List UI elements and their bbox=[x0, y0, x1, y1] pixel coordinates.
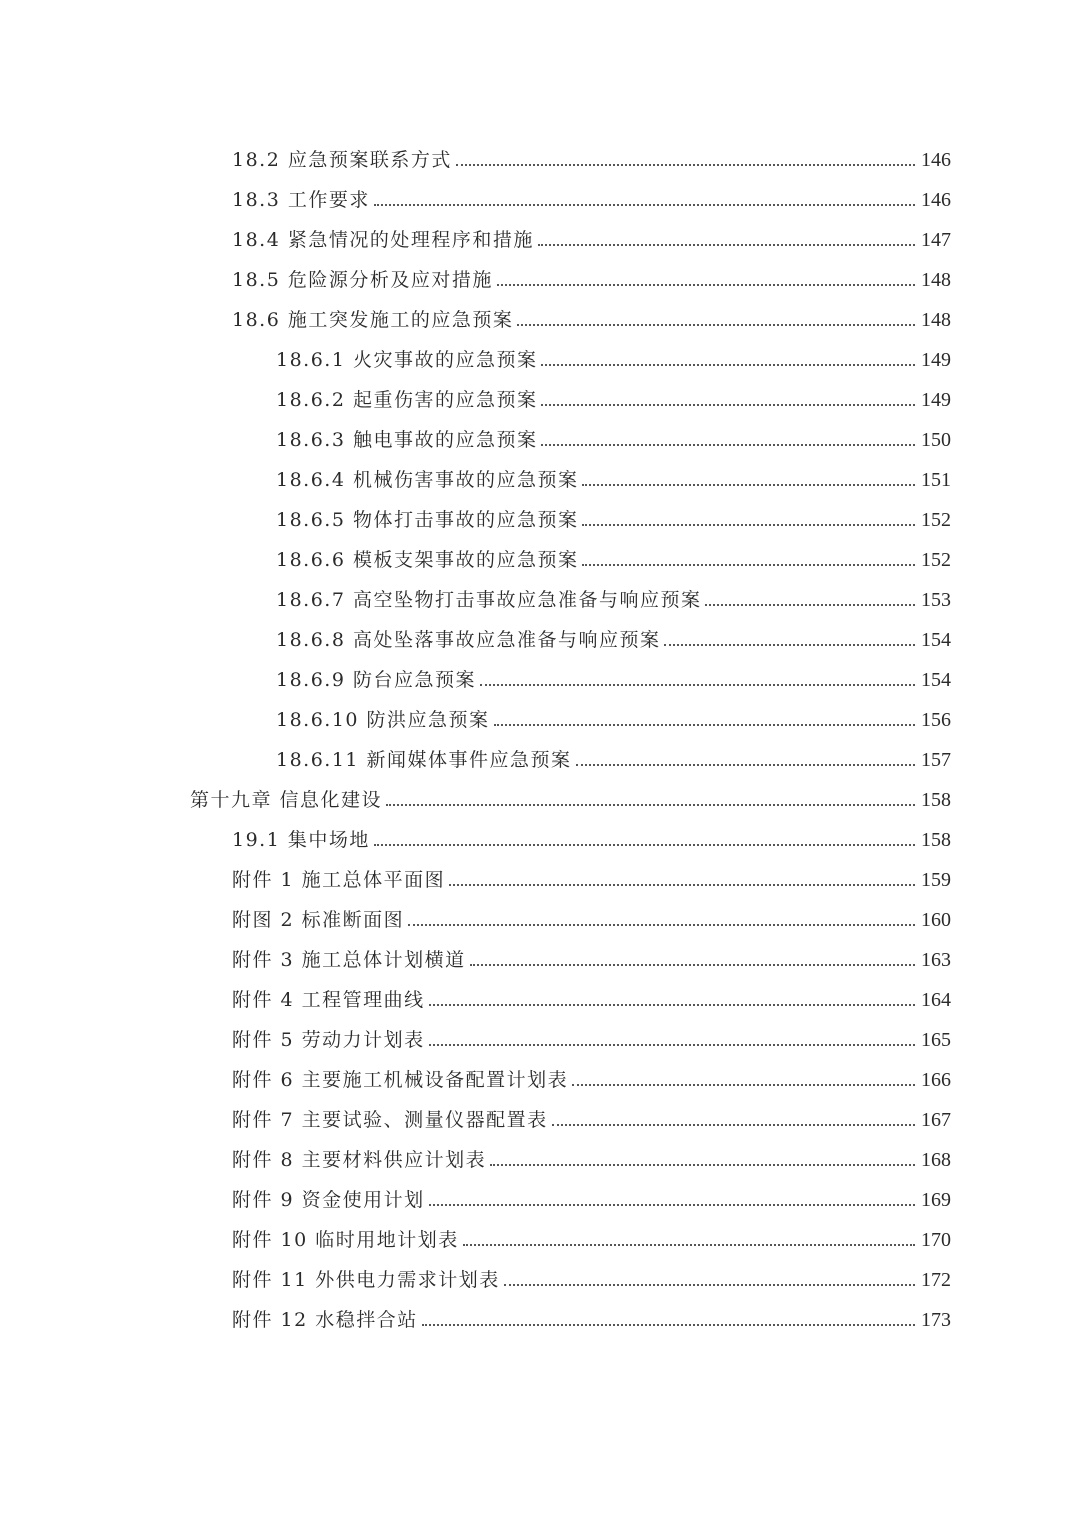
toc-entry-title: 18.6 施工突发施工的应急预案 bbox=[232, 309, 514, 331]
toc-entry-title: 18.6.11 新闻媒体事件应急预案 bbox=[276, 749, 572, 771]
dot-leader bbox=[582, 524, 915, 526]
toc-entry-title: 附件 7 主要试验、测量仪器配置表 bbox=[232, 1109, 548, 1131]
toc-entry-page-number: 151 bbox=[921, 469, 951, 491]
dot-leader bbox=[463, 1244, 915, 1246]
toc-entry[interactable] bbox=[0, 453, 1080, 493]
toc-entry-title: 18.6.6 模板支架事故的应急预案 bbox=[276, 549, 579, 571]
toc-entry-page-number: 150 bbox=[921, 429, 951, 451]
toc-entry-title: 附图 2 标准断面图 bbox=[232, 909, 405, 931]
toc-entry-page-number: 149 bbox=[921, 389, 951, 411]
toc-entry-title: 18.6.4 机械伤害事故的应急预案 bbox=[276, 469, 579, 491]
toc-entry[interactable] bbox=[0, 1093, 1080, 1133]
toc-entry[interactable] bbox=[0, 333, 1080, 373]
toc-entry-title: 附件 12 水稳拌合站 bbox=[232, 1309, 418, 1331]
dot-leader bbox=[576, 764, 915, 766]
toc-entry[interactable] bbox=[0, 573, 1080, 613]
toc-entry[interactable] bbox=[0, 853, 1080, 893]
toc-entry-page-number: 168 bbox=[921, 1149, 951, 1171]
toc-entry-title: 第十九章 信息化建设 bbox=[190, 789, 383, 811]
toc-entry[interactable] bbox=[0, 493, 1080, 533]
dot-leader bbox=[374, 204, 915, 206]
dot-leader bbox=[386, 804, 915, 806]
toc-entry-title: 18.6.1 火灾事故的应急预案 bbox=[276, 349, 538, 371]
toc-entry-page-number: 152 bbox=[921, 549, 951, 571]
dot-leader bbox=[456, 164, 915, 166]
toc-entry-page-number: 158 bbox=[921, 789, 951, 811]
toc-entry-title: 附件 8 主要材料供应计划表 bbox=[232, 1149, 487, 1171]
toc-entry-title: 18.4 紧急情况的处理程序和措施 bbox=[232, 229, 534, 251]
dot-leader bbox=[541, 404, 915, 406]
dot-leader bbox=[705, 604, 915, 606]
toc-entry[interactable] bbox=[0, 893, 1080, 933]
toc-entry-title: 18.6.2 起重伤害的应急预案 bbox=[276, 389, 538, 411]
toc-entry-title: 附件 4 工程管理曲线 bbox=[232, 989, 425, 1011]
toc-entry[interactable] bbox=[0, 1133, 1080, 1173]
toc-entry[interactable] bbox=[0, 733, 1080, 773]
dot-leader bbox=[480, 684, 915, 686]
toc-entry-title: 附件 9 资金使用计划 bbox=[232, 1189, 425, 1211]
toc-entry-page-number: 158 bbox=[921, 829, 951, 851]
toc-entry-title: 18.6.8 高处坠落事故应急准备与响应预案 bbox=[276, 629, 661, 651]
toc-entry-title: 18.6.5 物体打击事故的应急预案 bbox=[276, 509, 579, 531]
toc-entry-page-number: 159 bbox=[921, 869, 951, 891]
toc-entry-page-number: 165 bbox=[921, 1029, 951, 1051]
toc-entry[interactable] bbox=[0, 1173, 1080, 1213]
toc-entry-title: 18.6.7 高空坠物打击事故应急准备与响应预案 bbox=[276, 589, 702, 611]
dot-leader bbox=[422, 1324, 915, 1326]
dot-leader bbox=[490, 1164, 915, 1166]
toc-entry-title: 附件 6 主要施工机械设备配置计划表 bbox=[232, 1069, 569, 1091]
dot-leader bbox=[429, 1044, 915, 1046]
toc-entry-page-number: 164 bbox=[921, 989, 951, 1011]
toc-entry[interactable] bbox=[0, 973, 1080, 1013]
toc-entry[interactable] bbox=[0, 1013, 1080, 1053]
toc-entry-title: 附件 1 施工总体平面图 bbox=[232, 869, 446, 891]
toc-entry-page-number: 146 bbox=[921, 149, 951, 171]
dot-leader bbox=[470, 964, 915, 966]
toc-entry[interactable] bbox=[0, 293, 1080, 333]
dot-leader bbox=[504, 1284, 915, 1286]
toc-entry-title: 18.3 工作要求 bbox=[232, 189, 370, 211]
toc-entry[interactable] bbox=[0, 373, 1080, 413]
toc-entry-page-number: 173 bbox=[921, 1309, 951, 1331]
dot-leader bbox=[449, 884, 915, 886]
toc-entry-title: 18.5 危险源分析及应对措施 bbox=[232, 269, 493, 291]
toc-entry[interactable] bbox=[0, 653, 1080, 693]
toc-entry[interactable] bbox=[0, 613, 1080, 653]
toc-entry-page-number: 154 bbox=[921, 629, 951, 651]
toc-entry-page-number: 172 bbox=[921, 1269, 951, 1291]
toc-entry-page-number: 147 bbox=[921, 229, 951, 251]
toc-entry-page-number: 148 bbox=[921, 309, 951, 331]
toc-entry-page-number: 149 bbox=[921, 349, 951, 371]
toc-entry-page-number: 152 bbox=[921, 509, 951, 531]
toc-entry[interactable] bbox=[0, 1053, 1080, 1093]
table-of-contents bbox=[0, 133, 1080, 1333]
toc-entry-page-number: 156 bbox=[921, 709, 951, 731]
toc-entry-title: 18.2 应急预案联系方式 bbox=[232, 149, 452, 171]
dot-leader bbox=[374, 844, 915, 846]
dot-leader bbox=[429, 1204, 915, 1206]
toc-entry[interactable] bbox=[0, 133, 1080, 173]
toc-entry[interactable] bbox=[0, 1253, 1080, 1293]
toc-entry[interactable] bbox=[0, 813, 1080, 853]
toc-entry-page-number: 167 bbox=[921, 1109, 951, 1131]
toc-entry-page-number: 170 bbox=[921, 1229, 951, 1251]
toc-entry-title: 附件 10 临时用地计划表 bbox=[232, 1229, 459, 1251]
toc-entry[interactable] bbox=[0, 1213, 1080, 1253]
toc-entry-page-number: 157 bbox=[921, 749, 951, 771]
dot-leader bbox=[517, 324, 915, 326]
dot-leader bbox=[494, 724, 915, 726]
toc-entry[interactable] bbox=[0, 933, 1080, 973]
dot-leader bbox=[582, 484, 915, 486]
toc-entry[interactable] bbox=[0, 773, 1080, 813]
toc-entry[interactable] bbox=[0, 173, 1080, 213]
toc-entry-title: 18.6.3 触电事故的应急预案 bbox=[276, 429, 538, 451]
dot-leader bbox=[538, 244, 915, 246]
toc-entry-page-number: 169 bbox=[921, 1189, 951, 1211]
toc-entry-title: 18.6.9 防台应急预案 bbox=[276, 669, 476, 691]
dot-leader bbox=[541, 444, 915, 446]
dot-leader bbox=[664, 644, 915, 646]
dot-leader bbox=[582, 564, 915, 566]
toc-entry-page-number: 166 bbox=[921, 1069, 951, 1091]
toc-entry-page-number: 146 bbox=[921, 189, 951, 211]
dot-leader bbox=[572, 1084, 915, 1086]
dot-leader bbox=[552, 1124, 915, 1126]
dot-leader bbox=[497, 284, 915, 286]
toc-entry[interactable] bbox=[0, 413, 1080, 453]
toc-entry-page-number: 148 bbox=[921, 269, 951, 291]
toc-entry-title: 18.6.10 防洪应急预案 bbox=[276, 709, 490, 731]
toc-entry[interactable] bbox=[0, 693, 1080, 733]
dot-leader bbox=[429, 1004, 915, 1006]
toc-entry-page-number: 163 bbox=[921, 949, 951, 971]
dot-leader bbox=[408, 924, 915, 926]
toc-entry-page-number: 160 bbox=[921, 909, 951, 931]
toc-entry-title: 19.1 集中场地 bbox=[232, 829, 370, 851]
toc-entry-title: 附件 11 外供电力需求计划表 bbox=[232, 1269, 500, 1291]
toc-entry-title: 附件 3 施工总体计划横道 bbox=[232, 949, 466, 971]
toc-entry[interactable] bbox=[0, 533, 1080, 573]
toc-entry[interactable] bbox=[0, 1293, 1080, 1333]
toc-entry[interactable] bbox=[0, 253, 1080, 293]
dot-leader bbox=[541, 364, 915, 366]
toc-entry-page-number: 153 bbox=[921, 589, 951, 611]
toc-entry[interactable] bbox=[0, 213, 1080, 253]
toc-entry-page-number: 154 bbox=[921, 669, 951, 691]
toc-entry-title: 附件 5 劳动力计划表 bbox=[232, 1029, 425, 1051]
